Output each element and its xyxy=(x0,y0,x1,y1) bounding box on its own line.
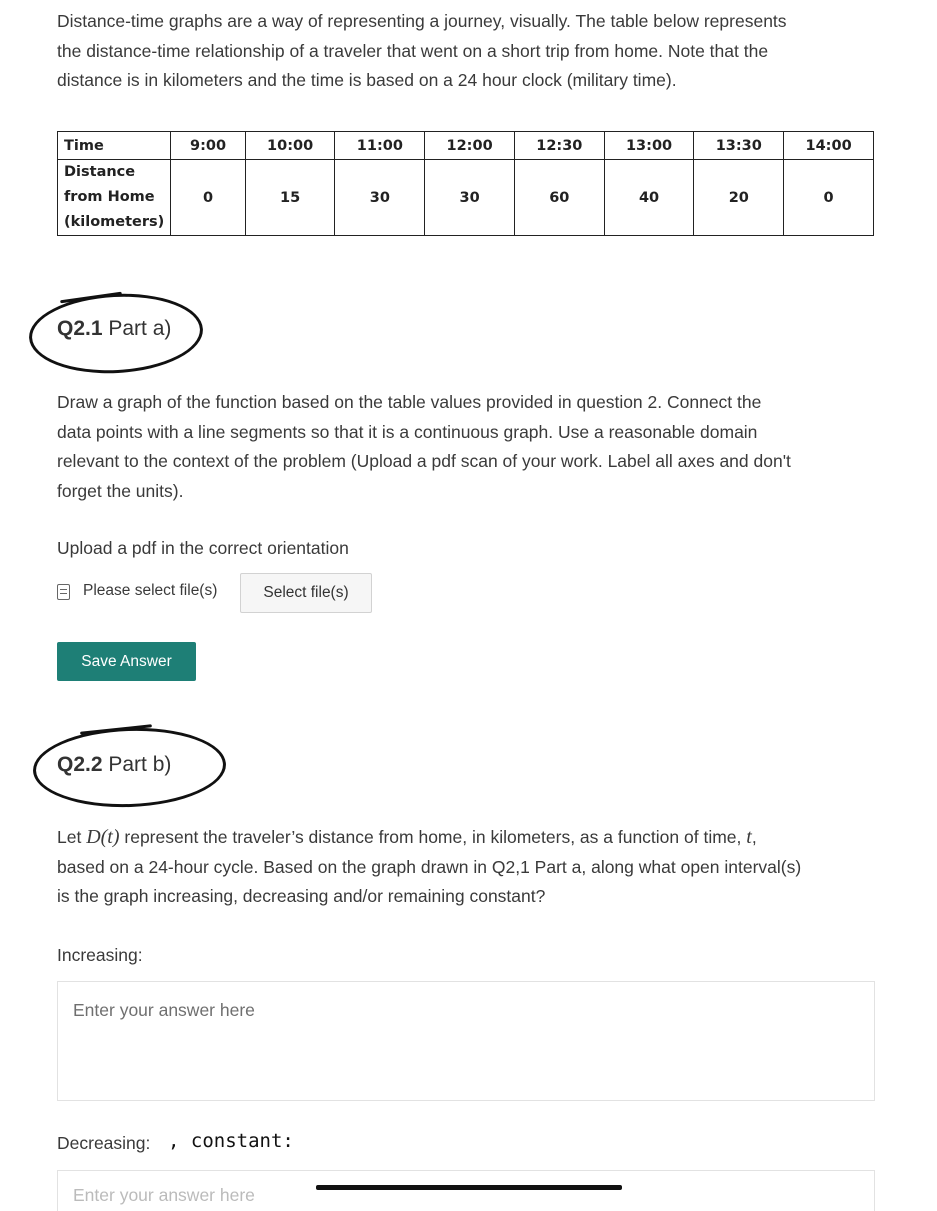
time-cell: 12:30 xyxy=(514,132,604,160)
decreasing-answer-input[interactable] xyxy=(57,1170,875,1211)
distance-time-table xyxy=(57,131,874,236)
instruction-line: relevant to the context of the problem (Upload a pdf scan of your work. Label all axes and don't xyxy=(57,451,791,471)
increasing-label: Increasing: xyxy=(57,945,143,965)
save-answer-button[interactable]: Save Answer xyxy=(57,642,196,681)
question-number: Q2.1 xyxy=(57,317,103,340)
handwritten-note: , constant: xyxy=(168,1130,294,1152)
instruction-line: Draw a graph of the function based on the table values provided in question 2. Connect the xyxy=(57,392,762,412)
question-part: Part a) xyxy=(108,317,172,340)
instruction-line: is the graph increasing, decreasing and/or remaining constant? xyxy=(57,886,546,906)
question-part: Part b) xyxy=(108,753,172,776)
question-title xyxy=(57,753,171,777)
distance-header-line: from Home xyxy=(64,189,155,205)
text-fragment: represent the traveler’s distance from home, in kilometers, as a function of time, xyxy=(119,827,747,847)
time-cell: 13:00 xyxy=(604,132,694,160)
q22-instructions xyxy=(57,823,887,912)
upload-label: Upload a pdf in the correct orientation xyxy=(57,538,349,558)
time-cell: 9:00 xyxy=(171,132,245,160)
time-cell: 11:00 xyxy=(335,132,425,160)
intro-line: the distance-time relationship of a traveler that went on a short trip from home. Note that the xyxy=(57,40,769,61)
time-header: Time xyxy=(58,132,171,160)
answer-placeholder: Enter your answer here xyxy=(73,1000,255,1020)
instruction-line: based on a 24-hour cycle. Based on the graph drawn in Q2,1 Part a, along what open interval(s) xyxy=(57,856,802,877)
increasing-answer-input[interactable] xyxy=(57,981,875,1101)
q21-instructions xyxy=(57,388,887,506)
intro-line: distance is in kilometers and the time is based on a 24 hour clock (military time). xyxy=(57,70,677,90)
intro-line: Distance-time graphs are a way of representing a journey, visually. The table below represents xyxy=(57,11,787,31)
time-cell: 10:00 xyxy=(245,132,335,160)
distance-cell: 0 xyxy=(784,160,874,236)
select-files-button[interactable]: Select file(s) xyxy=(240,573,372,613)
instruction-line xyxy=(57,823,887,853)
time-cell: 13:30 xyxy=(694,132,784,160)
distance-cell: 20 xyxy=(694,160,784,236)
distance-header xyxy=(58,160,171,236)
distance-cell: 40 xyxy=(604,160,694,236)
instruction-line: forget the units). xyxy=(57,480,184,501)
decreasing-label: Decreasing: xyxy=(57,1133,151,1153)
distance-cell: 15 xyxy=(245,160,335,236)
text-fragment: , xyxy=(751,827,757,847)
distance-cell: 0 xyxy=(171,160,245,236)
distance-cell: 60 xyxy=(514,160,604,236)
instruction-line: data points with a line segments so that it is a continuous graph. Use a reasonable domain xyxy=(57,421,758,442)
distance-cell: 30 xyxy=(425,160,515,236)
intro-paragraph xyxy=(57,7,887,96)
distance-cell: 30 xyxy=(335,160,425,236)
distance-header-line: (kilometers) xyxy=(64,214,165,230)
distance-header-line: Distance xyxy=(64,164,136,180)
question-number: Q2.2 xyxy=(57,753,103,776)
time-row xyxy=(58,132,874,160)
time-cell: 14:00 xyxy=(784,132,874,160)
time-cell: 12:00 xyxy=(425,132,515,160)
file-status-text: Please select file(s) xyxy=(83,582,218,599)
question-title xyxy=(57,317,171,341)
text-fragment: Let xyxy=(57,827,87,847)
function-notation: D(t) xyxy=(86,826,120,848)
variable-t: t xyxy=(746,826,752,848)
document-icon xyxy=(57,584,70,600)
distance-row xyxy=(58,160,874,236)
handdrawn-stroke xyxy=(316,1185,622,1190)
answer-placeholder: Enter your answer here xyxy=(73,1185,255,1205)
